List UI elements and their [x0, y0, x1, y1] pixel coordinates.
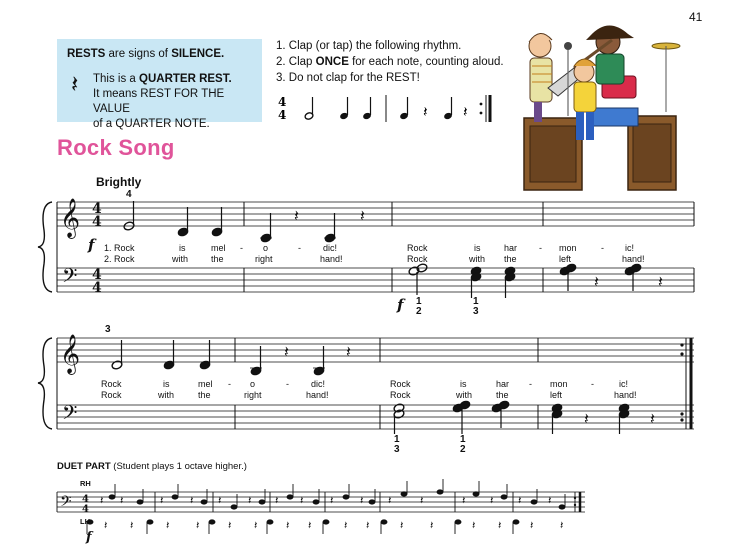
lyric: mel	[198, 379, 213, 389]
lyric: Rock	[390, 379, 411, 389]
lyric: Rock	[407, 243, 428, 253]
svg-text:𝄽: 𝄽	[160, 494, 164, 507]
dynamic-marking: f	[397, 296, 404, 314]
svg-text:𝄽: 𝄽	[346, 342, 351, 361]
lyric: ic!	[625, 243, 634, 253]
lyric: hand!	[614, 390, 637, 400]
lyric: 1. Rock	[104, 243, 135, 253]
svg-text:𝄽: 𝄽	[166, 519, 170, 532]
lyric: mon	[550, 379, 568, 389]
svg-text:𝄽: 𝄽	[366, 519, 370, 532]
svg-text:𝄽: 𝄽	[284, 342, 289, 361]
lyric: the	[198, 390, 211, 400]
finger-number: 3	[105, 324, 111, 335]
svg-text:𝄽: 𝄽	[100, 494, 104, 507]
finger-number: 3	[394, 444, 400, 455]
svg-text:4: 4	[278, 108, 287, 122]
lyric: -	[286, 379, 289, 389]
svg-text:𝄞: 𝄞	[60, 334, 81, 374]
svg-text:𝄽: 𝄽	[248, 494, 252, 507]
svg-text:𝄽: 𝄽	[286, 519, 290, 532]
lyric: right	[255, 254, 273, 264]
lyric: ic!	[619, 379, 628, 389]
svg-text:𝄽: 𝄽	[300, 494, 304, 507]
svg-text:4: 4	[92, 280, 102, 296]
svg-text:𝄽: 𝄽	[430, 519, 434, 532]
svg-text:𝄢: 𝄢	[60, 493, 72, 514]
quarter-rest-description: This is a QUARTER REST. It means REST FOR THE VALUE of a QUARTER NOTE.	[93, 73, 232, 130]
lyric: left	[559, 254, 572, 264]
lyric: har	[504, 243, 518, 253]
finger-number: 1	[460, 434, 466, 445]
svg-text:𝄢: 𝄢	[62, 401, 78, 429]
svg-text:𝄢: 𝄢	[62, 264, 78, 292]
svg-text:𝄽: 𝄽	[120, 494, 124, 507]
svg-text:𝄽: 𝄽	[400, 519, 404, 532]
system1-treble-staff	[57, 202, 694, 226]
lyric: dic!	[323, 243, 338, 253]
svg-text:𝄽: 𝄽	[254, 519, 258, 532]
system2-treble-staff	[57, 338, 694, 362]
lyric: with	[158, 390, 175, 400]
svg-text:𝄽: 𝄽	[498, 519, 502, 532]
finger-number: 4	[126, 189, 132, 200]
lyric: o	[250, 379, 256, 389]
svg-text:𝄽: 𝄽	[388, 494, 392, 507]
lyric: left	[550, 390, 563, 400]
dynamic-marking: f	[86, 530, 92, 545]
svg-text:𝄽: 𝄽	[420, 494, 424, 507]
lyric: -	[240, 243, 243, 253]
lyric: -	[228, 379, 231, 389]
svg-text:𝄽: 𝄽	[530, 519, 534, 532]
lyric: right	[244, 390, 262, 400]
lyric: hand!	[622, 254, 645, 264]
svg-text:𝄽: 𝄽	[228, 519, 232, 532]
svg-text:𝄽: 𝄽	[294, 206, 299, 225]
svg-text:𝄽: 𝄽	[218, 494, 222, 507]
lyric: -	[529, 379, 532, 389]
right-hand-label: RH	[80, 479, 91, 488]
svg-text:4: 4	[278, 95, 287, 109]
lyric: mon	[559, 243, 577, 253]
lyric: Rock	[407, 254, 428, 264]
svg-text:4: 4	[92, 267, 102, 283]
lyric: with	[172, 254, 189, 264]
lyric: with	[469, 254, 486, 264]
lyric: -	[298, 243, 301, 253]
lyric: is	[163, 379, 170, 389]
lyric: mel	[211, 243, 226, 253]
svg-text:𝄽: 𝄽	[472, 519, 476, 532]
finger-number: 1	[473, 296, 479, 307]
finger-number: 2	[416, 306, 422, 317]
svg-text:𝄽: 𝄽	[560, 519, 564, 532]
page-number: 41	[689, 10, 703, 24]
lyric: is	[460, 379, 467, 389]
lyric: 2. Rock	[104, 254, 135, 264]
svg-text:𝄽: 𝄽	[308, 519, 312, 532]
svg-text:𝄽: 𝄽	[423, 103, 428, 121]
rests-title: RESTS are signs of SILENCE.	[67, 48, 225, 60]
svg-text:𝄽: 𝄽	[360, 494, 364, 507]
lyric: is	[179, 243, 186, 253]
lyric: o	[263, 243, 269, 253]
svg-text:4: 4	[82, 504, 89, 515]
svg-text:𝄽: 𝄽	[104, 519, 108, 532]
svg-text:𝄽: 𝄽	[584, 409, 589, 428]
lyric: Rock	[390, 390, 411, 400]
svg-text:𝄽: 𝄽	[330, 494, 334, 507]
svg-text:4: 4	[92, 201, 102, 217]
svg-text:𝄽: 𝄽	[190, 494, 194, 507]
finger-number: 1	[416, 296, 422, 307]
svg-text:𝄽: 𝄽	[344, 519, 348, 532]
finger-number: 3	[473, 306, 479, 317]
lyric: hand!	[306, 390, 329, 400]
svg-text:4: 4	[82, 494, 89, 505]
tempo-marking: Brightly	[96, 175, 142, 189]
lyric: Rock	[101, 379, 122, 389]
svg-text:𝄽: 𝄽	[650, 409, 655, 428]
lyric: the	[496, 390, 509, 400]
svg-text:𝄽: 𝄽	[594, 272, 599, 291]
duet-part-label: DUET PART (Student plays 1 octave higher.)	[57, 461, 247, 472]
lyric: -	[591, 379, 594, 389]
lyric: -	[539, 243, 542, 253]
lyric: -	[601, 243, 604, 253]
dynamic-marking: f	[88, 236, 95, 254]
svg-text:𝄽: 𝄽	[463, 103, 468, 121]
lyric: with	[456, 390, 473, 400]
clapping-instructions: 1. Clap (or tap) the following rhythm. 2. Clap ONCE for each note, counting aloud. 3. Do not clap for the REST!	[276, 40, 504, 84]
svg-text:𝄽: 𝄽	[462, 494, 466, 507]
system2-bass-staff	[57, 405, 694, 429]
svg-text:𝄽: 𝄽	[196, 519, 200, 532]
finger-number: 1	[394, 434, 400, 445]
lyric: is	[474, 243, 481, 253]
svg-text:𝄽: 𝄽	[130, 519, 134, 532]
svg-text:𝄞: 𝄞	[60, 198, 81, 238]
svg-text:𝄽: 𝄽	[490, 494, 494, 507]
svg-text:𝄽: 𝄽	[658, 272, 663, 291]
left-hand-label: LH	[80, 517, 90, 526]
quarter-rest-icon: 𝄽	[71, 70, 79, 98]
song-title: Rock Song	[57, 135, 175, 160]
lyric: hand!	[320, 254, 343, 264]
svg-text:𝄽: 𝄽	[360, 206, 365, 225]
svg-text:𝄽: 𝄽	[548, 494, 552, 507]
finger-number: 2	[460, 444, 466, 455]
svg-text:𝄽: 𝄽	[518, 494, 522, 507]
lyric: dic!	[311, 379, 326, 389]
svg-text:4: 4	[92, 214, 102, 230]
lyric: the	[211, 254, 224, 264]
lyric: har	[496, 379, 510, 389]
lyric: the	[504, 254, 517, 264]
lyric: Rock	[101, 390, 122, 400]
svg-text:𝄽: 𝄽	[275, 494, 279, 507]
